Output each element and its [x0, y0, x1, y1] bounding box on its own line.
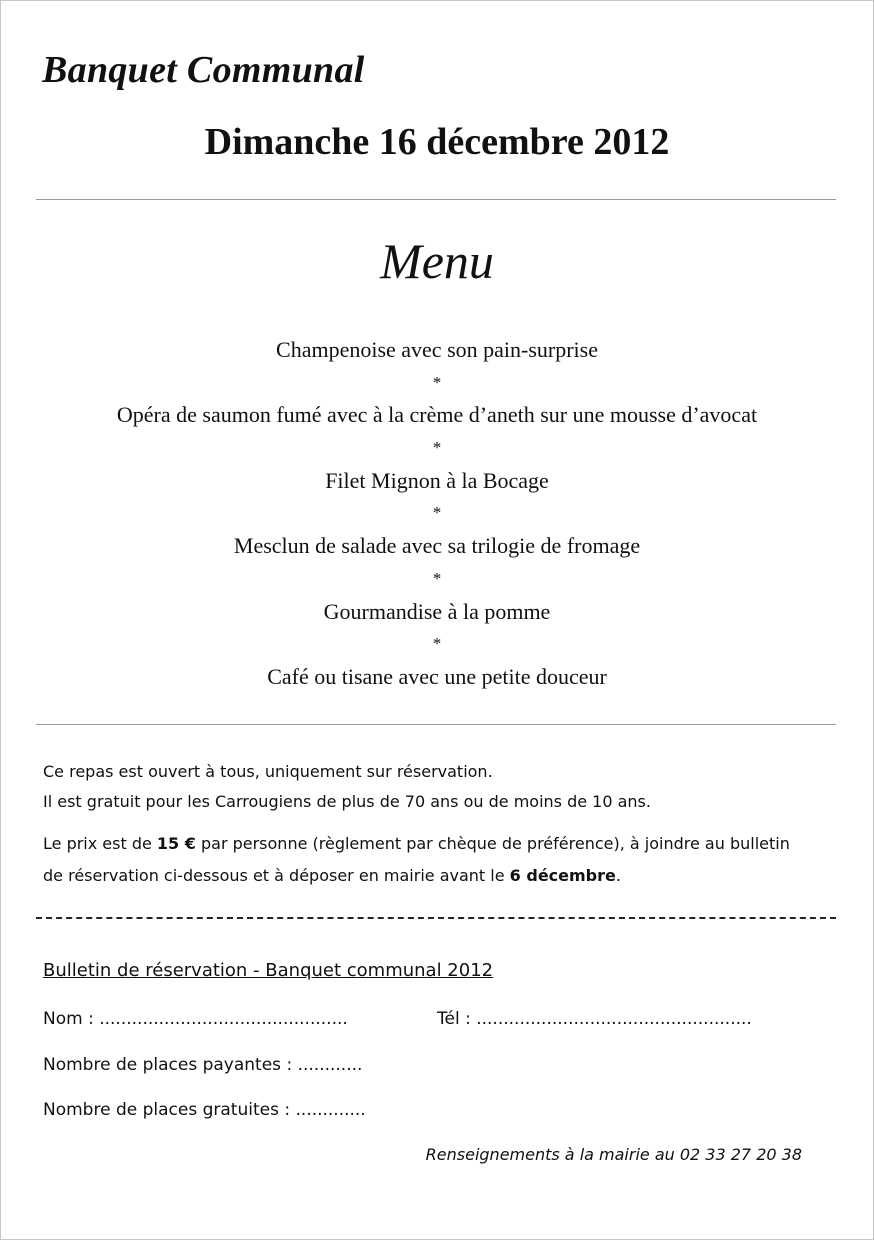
price-value: 15 € [156, 834, 196, 853]
cut-line [36, 917, 836, 919]
menu-course: Opéra de saumon fumé avec à la crème d’aneth sur une mousse d’avocat [116, 402, 758, 428]
divider-top [36, 199, 836, 200]
deadline-value: 6 décembre [509, 866, 616, 885]
menu-separator: * [432, 372, 442, 392]
info-price: Le prix est de 15 € par personne (règlement par chèque de préférence), à joindre au bulletin [43, 834, 790, 853]
event-date: Dimanche 16 décembre 2012 [204, 121, 670, 163]
bulletin-title: Bulletin de réservation - Banquet communal 2012 [43, 960, 494, 981]
menu-separator: * [432, 438, 442, 458]
free-places-field[interactable]: Nombre de places gratuites : ............. [43, 1100, 366, 1120]
phone-field[interactable]: Tél : ................................................... [437, 1009, 752, 1029]
menu-heading: Menu [380, 233, 494, 289]
menu-course: Filet Mignon à la Bocage [325, 467, 549, 493]
paying-places-field[interactable]: Nombre de places payantes : ............ [43, 1055, 363, 1075]
info-deadline: de réservation ci-dessous et à déposer en mairie avant le 6 décembre. [43, 866, 621, 885]
menu-course: Mesclun de salade avec sa trilogie de fromage [233, 533, 641, 559]
menu-course: Champenoise avec son pain-surprise [276, 337, 598, 362]
menu-course: Café ou tisane avec une petite douceur [267, 663, 607, 689]
menu-course: Gourmandise à la pomme [323, 598, 551, 624]
divider-bottom [36, 724, 836, 725]
menu-separator: * [432, 503, 442, 523]
name-field[interactable]: Nom : .............................................. [43, 1009, 348, 1029]
menu-list [0, 334, 874, 694]
info-free-eligibility: Il est gratuit pour les Carrougiens de plus de 70 ans ou de moins de 10 ans. [43, 792, 651, 811]
event-title: Banquet Communal [42, 49, 365, 91]
menu-separator: * [432, 568, 442, 588]
contact-note: Renseignements à la mairie au 02 33 27 20 38 [425, 1145, 802, 1164]
info-open-to-all: Ce repas est ouvert à tous, uniquement sur réservation. [43, 762, 493, 781]
menu-separator: * [432, 634, 442, 654]
